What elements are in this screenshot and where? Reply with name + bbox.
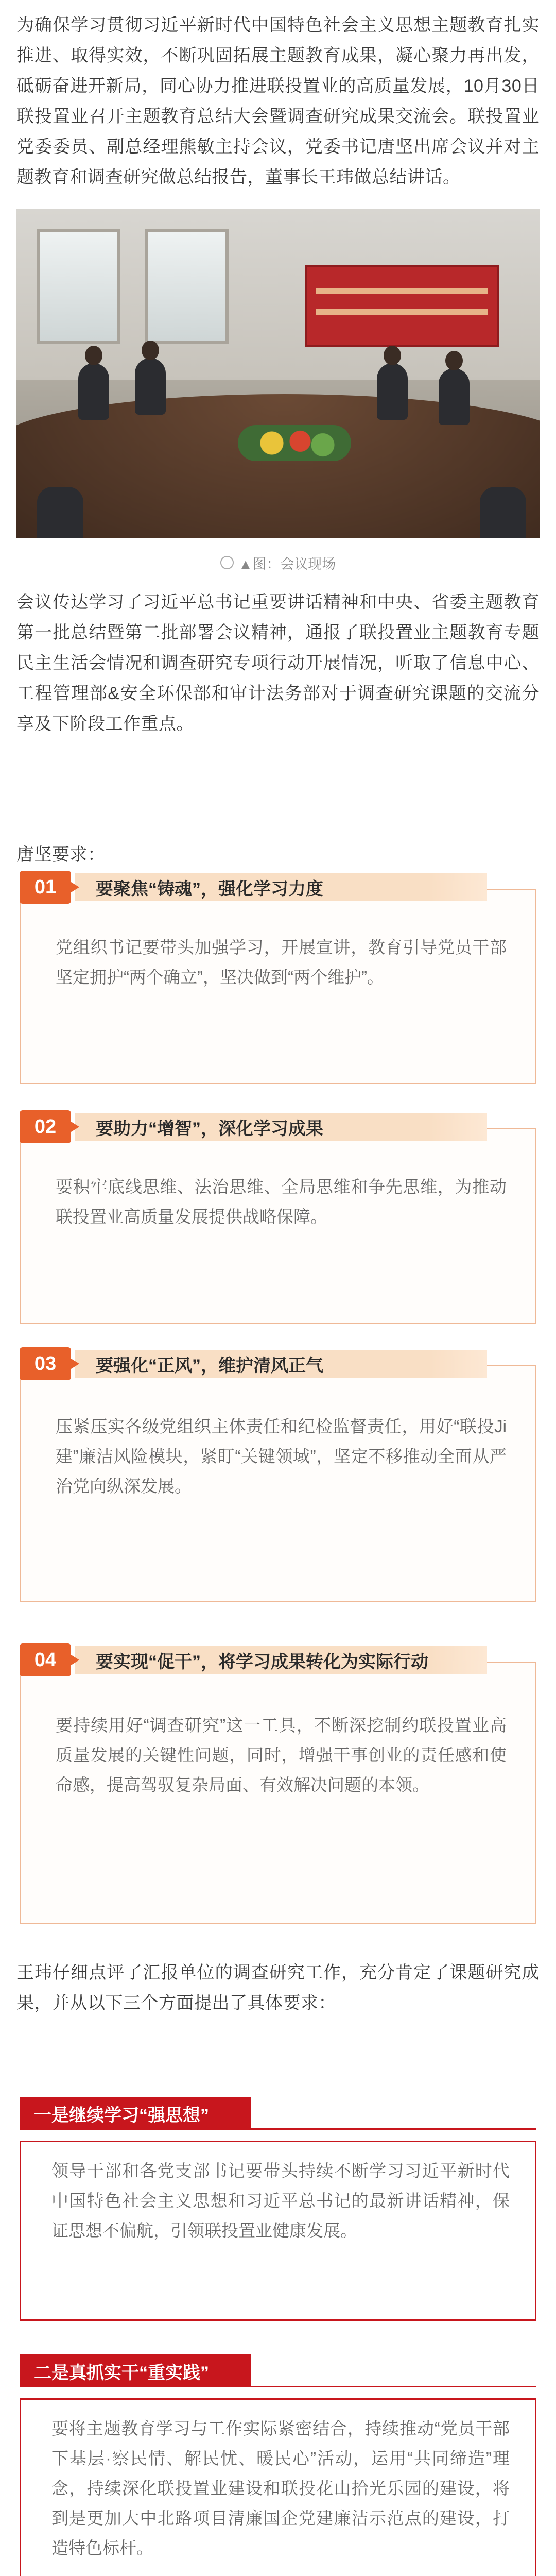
photo-flowers: [238, 425, 351, 461]
section-number: 02: [20, 1110, 71, 1143]
section-heading-03: [20, 1347, 487, 1380]
photo-person: [142, 341, 159, 360]
section-text: 压紧压实各级党组织主体责任和纪检监督责任，用好“联投Ji建”廉洁风险模块，紧盯“关键领域”，坚定不移推动全面从严治党向纵深发展。: [56, 1417, 507, 1496]
red-section-text-1: 领导干部和各党支部书记要带头持续不断学习习近平新时代中国特色社会主义思想和习近平总书记的最新讲话精神，保证思想不偏航，引领联投置业健康发展。: [51, 2161, 510, 2240]
red-section-title-1: 一是继续学习“强思想”: [20, 2097, 251, 2130]
photo-person: [135, 358, 166, 415]
banner-text: [316, 309, 488, 315]
section-text: 党组织书记要带头加强学习，开展宣讲，教育引导党员干部坚定拥护“两个确立”，坚决做到“两个维护”。: [56, 938, 507, 987]
photo-person: [78, 363, 109, 420]
red-section-rule: [20, 2128, 536, 2130]
section-title: 要强化“正风”，维护清风正气: [75, 1350, 487, 1378]
photo-person: [445, 351, 463, 370]
section-number: 03: [20, 1347, 71, 1380]
photo-person: [377, 363, 408, 420]
photo-caption-text: ▲图：会议现场: [238, 556, 336, 572]
meeting-photo: [16, 209, 540, 538]
intro-paragraph: 为确保学习贯彻习近平新时代中国特色社会主义思想主题教育扎实推进、取得实效，不断巩固拓展主题教育成果，凝心聚力再出发，砥砺奋进开新局，同心协力推进联投置业的高质量发展，10月30日联投置业召开主题教育总结大会暨调查研究成果交流会。联投置业党委委员、副总经理熊敏主持会议，党委书记唐坚出席会议并对主题教育和调查研究做总结报告，董事长王玮做总结讲话。: [16, 15, 540, 187]
section-title: 要聚焦“铸魂”，强化学习力度: [75, 873, 487, 901]
evaluation-paragraph: 王玮仔细点评了汇报单位的调查研究工作，充分肯定了课题研究成果，并从以下三个方面提出了具体要求：: [16, 1963, 540, 2013]
red-section-title-2: 二是真抓实干“重实践”: [20, 2354, 251, 2387]
summary-paragraph: 会议传达学习了习近平总书记重要讲话精神和中央、省委主题教育第一批总结暨第二批部署会议精神，通报了联投置业主题教育专题民主生活会情况和调查研究专项行动开展情况，听取了信息中心、工程管理部&安全环保部和审计法务部对于调查研究课题的交流分享及下阶段工作重点。: [16, 592, 540, 734]
section-heading-02: [20, 1110, 487, 1143]
requirements-intro: 唐坚要求：: [16, 845, 106, 865]
section-number: 01: [20, 871, 71, 904]
section-text: 要积牢底线思维、法治思维、全局思维和争先思维，为推动联投置业高质量发展提供战略保障。: [56, 1177, 507, 1226]
photo-window: [145, 229, 229, 344]
section-heading-04: [20, 1643, 487, 1676]
red-section-text-2: 要将主题教育学习与工作实际紧密结合，持续推动“党员干部下基层·察民情、解民忧、暖民心”活动，运用“共同缔造”理念，持续深化联投置业建设和联投花山拾光乐园的建设，将到是更加大中北路项目清廉国企党建廉洁示范点的建设，打造特色标杆。: [51, 2419, 510, 2557]
section-heading-01: [20, 871, 487, 904]
section-title: 要实现“促干”，将学习成果转化为实际行动: [75, 1646, 487, 1674]
section-text: 要持续用好“调查研究”这一工具，不断深挖制约联投置业高质量发展的关键性问题，同时，增强干事创业的责任感和使命感，提高驾驭复杂局面、有效解决问题的本领。: [56, 1716, 507, 1794]
photo-person: [85, 346, 102, 365]
photo-person: [384, 346, 401, 365]
photo-person: [439, 368, 470, 425]
photo-banner: [305, 265, 499, 347]
section-number: 04: [20, 1643, 71, 1676]
banner-text: [316, 288, 488, 294]
camera-icon: [220, 556, 234, 569]
photo-caption: [0, 551, 556, 574]
photo-person: [37, 487, 83, 538]
photo-person: [480, 487, 526, 538]
section-title: 要助力“增智”，深化学习成果: [75, 1113, 487, 1141]
photo-window: [37, 229, 120, 344]
red-section-rule: [20, 2386, 536, 2387]
